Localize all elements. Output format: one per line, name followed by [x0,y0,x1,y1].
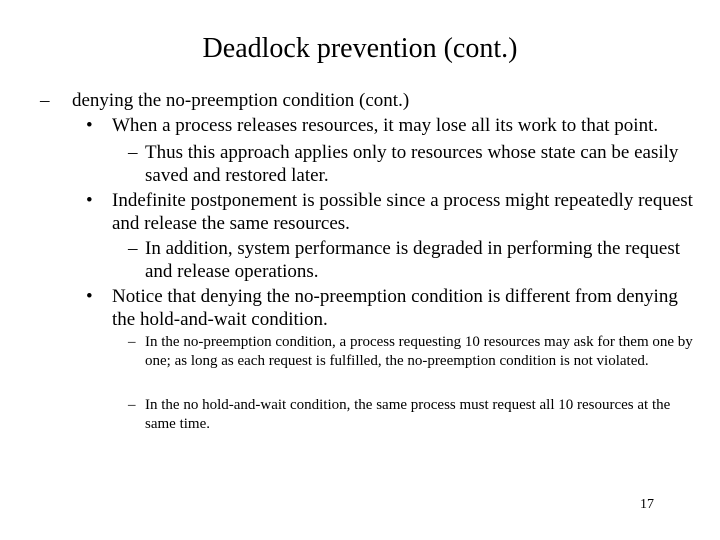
bullet-marker: • [86,190,93,211]
sub-text: In addition, system performance is degraded in performing the request and release operations. [145,238,680,282]
sub-text: In the no-preemption condition, a process requesting 10 resources may ask for them one by one; as long as each request is fulfilled, the no-preemption condition is not violated. [145,334,693,369]
sub-text: In the no hold-and-wait condition, the same process must request all 10 resources at the same time. [145,397,671,432]
bullet-text: Notice that denying the no-preemption condition is different from denying the hold-and-wait condition. [112,286,678,330]
dash-marker: – [128,238,138,259]
bullet-text: When a process releases resources, it may lose all its work to that point. [112,115,659,136]
sub-item [128,237,688,283]
dash-marker: – [128,142,138,163]
dash-marker: – [128,397,136,413]
sub-text: Thus this approach applies only to resources whose state can be easily saved and restored later. [145,142,679,186]
sub-item [128,396,688,434]
sub-item [128,141,688,187]
bullet-item [86,285,686,331]
level1-text: denying the no-preemption condition (cont.) [72,90,410,111]
bullet-item [86,189,696,235]
sub-item [128,333,698,371]
dash-marker: – [40,90,50,111]
bullet-item [86,114,720,137]
dash-marker: – [128,334,136,350]
bullet-marker: • [86,115,93,136]
bullet-marker: • [86,286,93,307]
level1-item [40,89,680,112]
bullet-text: Indefinite postponement is possible since a process might repeatedly request and release the same resources. [112,190,693,234]
slide-title: Deadlock prevention (cont.) [202,33,518,64]
page-number: 17 [640,497,654,512]
